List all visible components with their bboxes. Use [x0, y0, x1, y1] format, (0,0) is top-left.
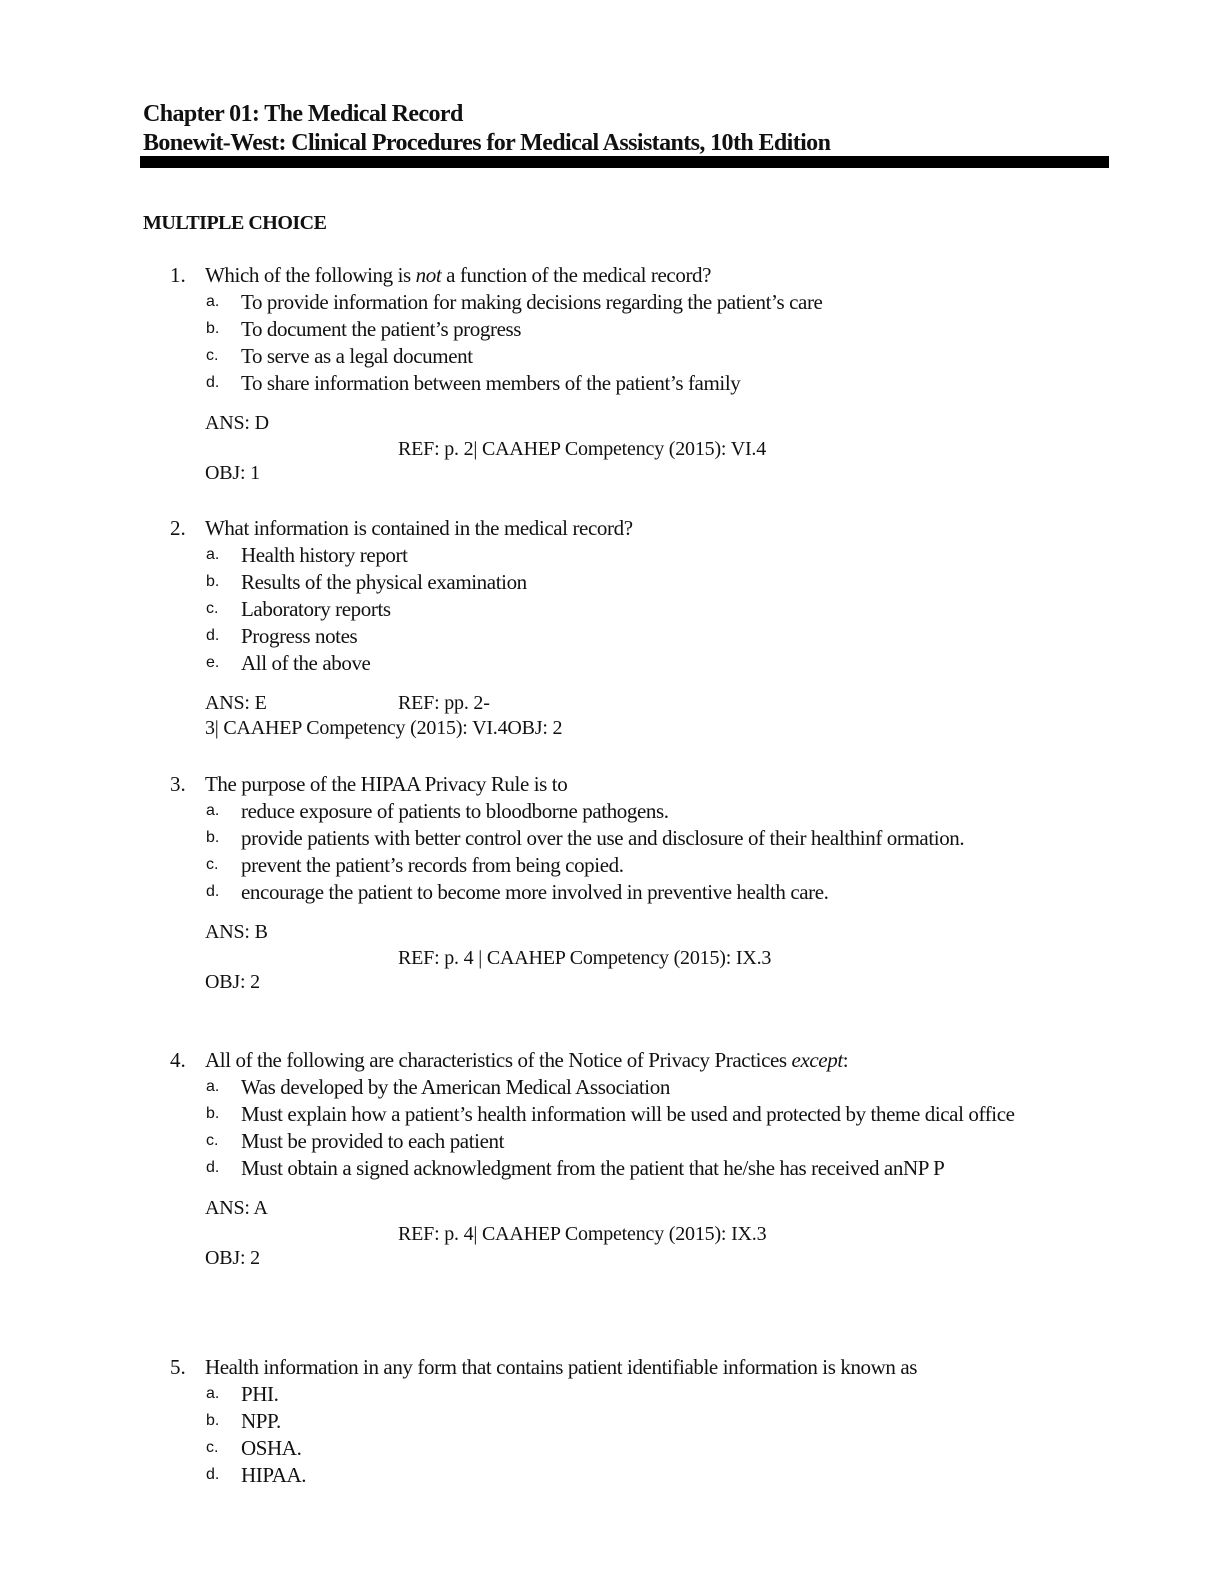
option-item — [0, 852, 1224, 879]
question-stem — [0, 1046, 1224, 1074]
book-title: Bonewit-West: Clinical Procedures for Medical Assistants, 10th Edition — [143, 130, 831, 156]
option-item — [0, 825, 1224, 852]
option-text: To share information between members of the patient’s family — [241, 371, 741, 395]
answer-key: ANS: D — [205, 412, 269, 434]
option-item — [0, 879, 1224, 906]
question-stem — [0, 514, 1224, 542]
stem-emphasis: not — [415, 263, 442, 287]
option-text: PHI. — [241, 1382, 279, 1406]
answer-key: ANS: E — [205, 692, 267, 714]
option-text: Laboratory reports — [241, 597, 391, 621]
option-letter: c. — [206, 600, 219, 617]
question-text: Which of the following is not a function of the medical record? — [205, 263, 712, 287]
option-letter: a. — [206, 546, 220, 563]
option-text: encourage the patient to become more involved in preventive health care. — [241, 880, 829, 904]
option-item — [0, 569, 1224, 596]
objective: OBJ: 2 — [205, 1247, 260, 1269]
option-item — [0, 370, 1224, 397]
question-number: 5. — [170, 1355, 186, 1379]
answer-block — [0, 1196, 1224, 1274]
answer-block — [0, 691, 1224, 743]
option-text: Was developed by the American Medical Association — [241, 1075, 670, 1099]
objective: OBJ: 2 — [205, 971, 260, 993]
option-item — [0, 623, 1224, 650]
option-item — [0, 289, 1224, 316]
option-letter: a. — [206, 293, 220, 310]
document-header — [143, 100, 1109, 158]
option-item — [0, 798, 1224, 825]
objective: 3| CAAHEP Competency (2015): VI.4OBJ: 2 — [205, 717, 563, 739]
option-text: Health history report — [241, 543, 408, 567]
option-letter: d. — [206, 627, 220, 644]
option-text: Progress notes — [241, 624, 358, 648]
question-text: Health information in any form that contains patient identifiable information is known as — [205, 1355, 918, 1379]
option-text: OSHA. — [241, 1436, 302, 1460]
option-text: HIPAA. — [241, 1463, 307, 1487]
option-text: All of the above — [241, 651, 371, 675]
answer-block — [0, 920, 1224, 998]
option-letter: b. — [206, 320, 220, 337]
question-3 — [0, 770, 1224, 998]
option-text: reduce exposure of patients to bloodborne pathogens. — [241, 799, 669, 823]
option-item — [0, 542, 1224, 569]
option-letter: b. — [206, 829, 220, 846]
question-stem — [0, 770, 1224, 798]
option-letter: e. — [206, 654, 220, 671]
option-item — [0, 1101, 1224, 1128]
option-text: Results of the physical examination — [241, 570, 527, 594]
question-2 — [0, 514, 1224, 743]
option-text: prevent the patient’s records from being copied. — [241, 853, 624, 877]
reference: REF: pp. 2- — [398, 692, 490, 714]
option-text: Must obtain a signed acknowledgment from the patient that he/she has received anNP P — [241, 1156, 945, 1180]
option-letter: a. — [206, 1385, 220, 1402]
option-item — [0, 343, 1224, 370]
option-item — [0, 1074, 1224, 1101]
option-letter: d. — [206, 1159, 220, 1176]
question-text: The purpose of the HIPAA Privacy Rule is to — [205, 772, 568, 796]
reference: REF: p. 4| CAAHEP Competency (2015): IX.3 — [398, 1223, 767, 1245]
answer-key: ANS: A — [205, 1197, 268, 1219]
section-title: MULTIPLE CHOICE — [143, 212, 327, 234]
option-item — [0, 1155, 1224, 1182]
reference: REF: p. 2| CAAHEP Competency (2015): VI.4 — [398, 438, 767, 460]
option-item — [0, 1381, 1224, 1408]
answer-block — [0, 411, 1224, 489]
question-4 — [0, 1046, 1224, 1274]
objective: OBJ: 1 — [205, 462, 260, 484]
question-stem — [0, 261, 1224, 289]
question-number: 1. — [170, 263, 186, 287]
option-letter: c. — [206, 1439, 219, 1456]
option-text: Must be provided to each patient — [241, 1129, 505, 1153]
question-number: 2. — [170, 516, 186, 540]
answer-key: ANS: B — [205, 921, 268, 943]
stem-emphasis: except — [791, 1048, 843, 1072]
option-item — [0, 1435, 1224, 1462]
question-number: 4. — [170, 1048, 186, 1072]
option-text: Must explain how a patient’s health information will be used and protected by theme dical office — [241, 1102, 1015, 1126]
option-letter: d. — [206, 883, 220, 900]
option-text: NPP. — [241, 1409, 281, 1433]
option-letter: d. — [206, 1466, 220, 1483]
question-1 — [0, 261, 1224, 489]
option-letter: c. — [206, 856, 219, 873]
question-number: 3. — [170, 772, 186, 796]
option-item — [0, 316, 1224, 343]
option-letter: b. — [206, 573, 220, 590]
option-text: To document the patient’s progress — [241, 317, 522, 341]
question-text: All of the following are characteristics of the Notice of Privacy Practices except: — [205, 1048, 849, 1072]
question-text: What information is contained in the medical record? — [205, 516, 633, 540]
chapter-title: Chapter 01: The Medical Record — [143, 101, 463, 127]
option-letter: d. — [206, 374, 220, 391]
option-text: To serve as a legal document — [241, 344, 473, 368]
option-item — [0, 1408, 1224, 1435]
option-letter: c. — [206, 1132, 219, 1149]
option-text: To provide information for making decisions regarding the patient’s care — [241, 290, 823, 314]
option-text: provide patients with better control over the use and disclosure of their healthinf ormation. — [241, 826, 965, 850]
option-letter: b. — [206, 1105, 220, 1122]
option-letter: b. — [206, 1412, 220, 1429]
question-stem — [0, 1353, 1224, 1381]
option-item — [0, 1128, 1224, 1155]
option-letter: a. — [206, 1078, 220, 1095]
option-item — [0, 1462, 1224, 1489]
option-item — [0, 596, 1224, 623]
question-5 — [0, 1353, 1224, 1489]
header-rule — [140, 156, 1109, 168]
option-letter: a. — [206, 802, 220, 819]
option-letter: c. — [206, 347, 219, 364]
reference: REF: p. 4 | CAAHEP Competency (2015): IX.3 — [398, 947, 772, 969]
option-item — [0, 650, 1224, 677]
